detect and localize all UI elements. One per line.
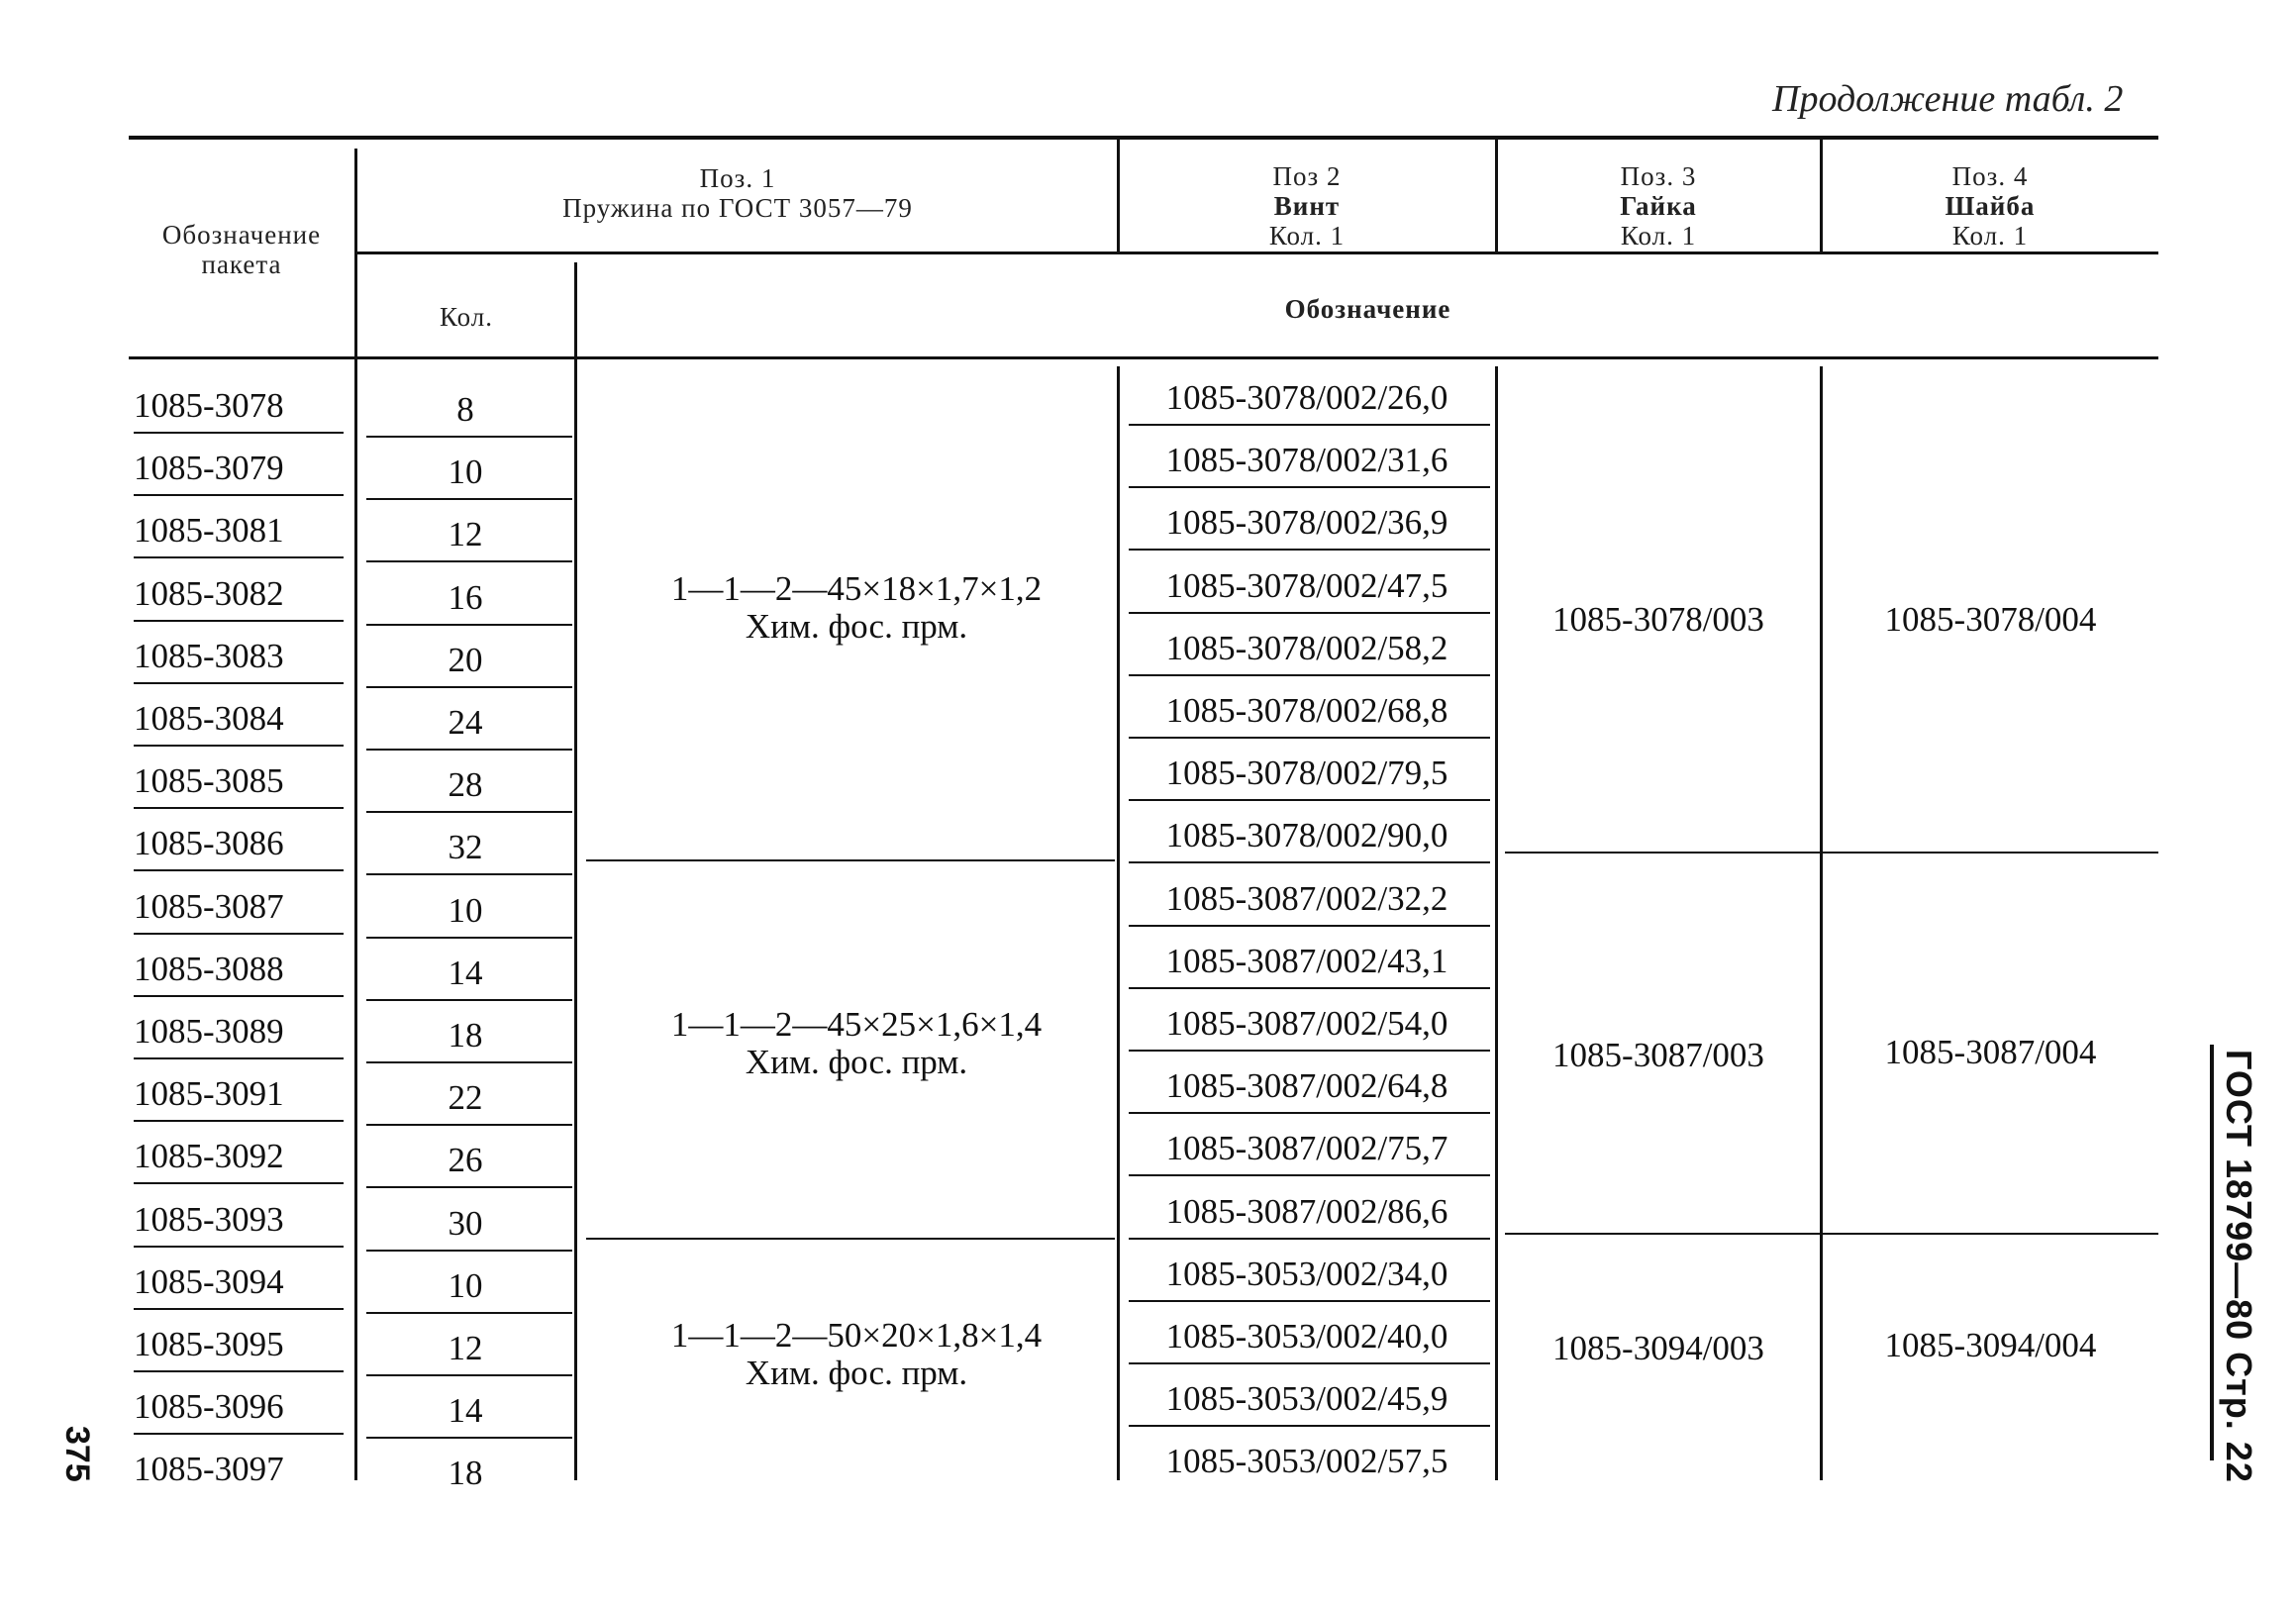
row-rule-qty [366, 686, 572, 688]
header-pos2-line2: Винт [1273, 191, 1341, 221]
bolt-designation-cell: 1085-3078/002/90,0 [1165, 816, 1448, 855]
row-rule-qty [366, 1061, 572, 1063]
page-number: 375 [58, 1426, 96, 1482]
package-code-cell: 1085-3093 [134, 1199, 284, 1239]
header-pos2 [1119, 161, 1495, 251]
row-rule-bolt [1129, 1174, 1490, 1176]
bolt-designation-cell: 1085-3087/002/43,1 [1165, 941, 1448, 980]
bolt-designation-cell: 1085-3087/002/32,2 [1165, 878, 1448, 918]
col-divider-2 [574, 262, 577, 1480]
bolt-designation-cell: 1085-3053/002/57,5 [1165, 1442, 1448, 1481]
row-rule-code [134, 995, 344, 997]
package-code-cell: 1085-3087 [134, 886, 284, 926]
row-rule-code [134, 620, 344, 622]
header-pos3-line1: Поз. 3 [1620, 161, 1697, 191]
header-pos3-line2: Гайка [1620, 191, 1697, 221]
spring-spec: 1—1—2—50×20×1,8×1,4 [670, 1316, 1043, 1355]
quantity-cell: 16 [448, 577, 483, 617]
quantity-cell: 32 [448, 828, 483, 867]
quantity-cell: 30 [448, 1203, 483, 1243]
package-code-cell: 1085-3092 [134, 1137, 284, 1176]
row-rule-bolt [1129, 1238, 1490, 1240]
row-rule-bolt [1129, 925, 1490, 927]
header-qty: Кол. [439, 302, 494, 332]
header-pos1-line2: Пружина по ГОСТ 3057—79 [562, 193, 913, 223]
row-rule-code [134, 494, 344, 496]
spring-coating: Хим. фос. прм. [745, 607, 968, 646]
row-rule-code [134, 807, 344, 809]
package-code-cell: 1085-3084 [134, 699, 284, 738]
spring-spec: 1—1—2—45×25×1,6×1,4 [670, 1005, 1043, 1044]
header-package-designation [129, 220, 354, 279]
package-code-cell: 1085-3082 [134, 573, 284, 613]
header-pos2-line3: Кол. 1 [1268, 221, 1346, 251]
row-rule-qty [366, 1437, 572, 1439]
row-rule-code [134, 432, 344, 434]
quantity-cell: 18 [448, 1016, 483, 1055]
row-rule-qty [366, 999, 572, 1001]
quantity-cell: 22 [448, 1078, 483, 1118]
package-code-cell: 1085-3095 [134, 1325, 284, 1363]
row-rule-code [134, 933, 344, 935]
row-rule-qty [366, 937, 572, 939]
bolt-designation-cell: 1085-3087/002/75,7 [1165, 1129, 1448, 1168]
header-pos4-line3: Кол. 1 [1951, 221, 2029, 251]
row-rule-code [134, 745, 344, 747]
header-pos1-line1: Поз. 1 [699, 163, 776, 193]
washer-group-1: 1085-3078/004 [1884, 600, 2097, 639]
row-rule-qty [366, 436, 572, 438]
table-caption: Продолжение табл. 2 [1772, 78, 2124, 120]
bolt-designation-cell: 1085-3078/002/79,5 [1165, 754, 1448, 793]
row-rule-bolt [1129, 737, 1490, 739]
bolt-designation-cell: 1085-3078/002/47,5 [1165, 565, 1448, 605]
quantity-cell: 18 [448, 1454, 483, 1493]
package-code-cell: 1085-3097 [134, 1450, 284, 1489]
quantity-cell: 24 [448, 703, 483, 742]
header-pos4-line1: Поз. 4 [1951, 161, 2029, 191]
row-rule-bolt [1129, 486, 1490, 488]
row-rule-qty [366, 1250, 572, 1252]
package-code-cell: 1085-3083 [134, 636, 284, 675]
row-rule-qty [366, 1186, 572, 1188]
bolt-designation-cell: 1085-3078/002/31,6 [1165, 441, 1448, 480]
header-designation: Обозначение [1284, 294, 1451, 324]
quantity-cell: 26 [448, 1141, 483, 1180]
package-code-cell: 1085-3094 [134, 1261, 284, 1301]
col-divider-4b [1495, 366, 1498, 1480]
group-separator-2-spring [586, 1238, 1115, 1240]
col-divider-1 [354, 149, 357, 1480]
row-rule-code [134, 869, 344, 871]
row-rule-bolt [1129, 424, 1490, 426]
bolt-designation-cell: 1085-3087/002/86,6 [1165, 1191, 1448, 1231]
header-pos3-line3: Кол. 1 [1620, 221, 1697, 251]
row-rule-code [134, 1120, 344, 1122]
package-code-cell: 1085-3085 [134, 761, 284, 801]
quantity-cell: 20 [448, 640, 483, 679]
bolt-designation-cell: 1085-3053/002/45,9 [1165, 1379, 1448, 1419]
nut-group-2: 1085-3087/003 [1552, 1036, 1764, 1074]
row-rule-bolt [1129, 1112, 1490, 1114]
group-separator-1-spring [586, 859, 1115, 861]
header-pos-rule [356, 251, 2158, 254]
bolt-designation-cell: 1085-3078/002/26,0 [1165, 378, 1448, 417]
washer-group-2: 1085-3087/004 [1884, 1033, 2097, 1071]
package-code-cell: 1085-3088 [134, 949, 284, 988]
spring-coating: Хим. фос. прм. [745, 1354, 968, 1392]
bolt-designation-cell: 1085-3053/002/40,0 [1165, 1317, 1448, 1356]
row-rule-qty [366, 1124, 572, 1126]
spring-coating: Хим. фос. прм. [745, 1043, 968, 1081]
row-rule-qty [366, 1312, 572, 1314]
side-title: ГОСТ 18799—80 Стр. 22 [2219, 1050, 2259, 1483]
row-rule-code [134, 1308, 344, 1310]
quantity-cell: 10 [448, 1265, 483, 1305]
row-rule-qty [366, 749, 572, 751]
row-rule-code [134, 1182, 344, 1184]
row-rule-code [134, 682, 344, 684]
row-rule-bolt [1129, 674, 1490, 676]
col-divider-5b [1820, 366, 1823, 1480]
bolt-designation-cell: 1085-3078/002/58,2 [1165, 628, 1448, 667]
row-rule-code [134, 1370, 344, 1372]
row-rule-bolt [1129, 1362, 1490, 1364]
package-code-cell: 1085-3079 [134, 449, 284, 488]
group-separator-2-right [1505, 1233, 2158, 1235]
group-separator-1-right [1505, 852, 2158, 854]
bolt-designation-cell: 1085-3087/002/64,8 [1165, 1066, 1448, 1106]
bolt-designation-cell: 1085-3078/002/36,9 [1165, 503, 1448, 543]
side-title-rule [2210, 1045, 2214, 1460]
bolt-designation-cell: 1085-3078/002/68,8 [1165, 691, 1448, 730]
package-code-cell: 1085-3078 [134, 386, 284, 425]
row-rule-code [134, 556, 344, 558]
row-rule-bolt [1129, 799, 1490, 801]
quantity-cell: 14 [448, 1391, 483, 1431]
quantity-cell: 28 [448, 765, 483, 805]
row-rule-qty [366, 811, 572, 813]
row-rule-qty [366, 560, 572, 562]
package-code-cell: 1085-3089 [134, 1012, 284, 1051]
quantity-cell: 8 [456, 390, 474, 429]
quantity-cell: 12 [448, 515, 483, 554]
row-rule-code [134, 1246, 344, 1248]
row-rule-bolt [1129, 1050, 1490, 1052]
package-code-cell: 1085-3091 [134, 1074, 284, 1114]
spring-spec: 1—1—2—45×18×1,7×1,2 [670, 569, 1043, 608]
row-rule-bolt [1129, 1425, 1490, 1427]
row-rule-qty [366, 1374, 572, 1376]
row-rule-bolt [1129, 1300, 1490, 1302]
row-rule-qty [366, 498, 572, 500]
package-code-cell: 1085-3096 [134, 1387, 284, 1427]
bolt-designation-cell: 1085-3053/002/34,0 [1165, 1254, 1448, 1293]
row-rule-bolt [1129, 861, 1490, 863]
washer-group-3: 1085-3094/004 [1884, 1326, 2097, 1364]
header-pos2-line1: Поз 2 [1272, 161, 1342, 191]
row-rule-code [134, 1433, 344, 1435]
nut-group-1: 1085-3078/003 [1552, 600, 1764, 639]
header-pos1 [358, 163, 1117, 223]
package-code-cell: 1085-3086 [134, 824, 284, 863]
header-package-line2: пакета [201, 250, 282, 279]
row-rule-qty [366, 624, 572, 626]
row-rule-bolt [1129, 612, 1490, 614]
quantity-cell: 14 [448, 953, 483, 992]
header-pos4 [1822, 161, 2158, 251]
quantity-cell: 10 [448, 890, 483, 930]
table-top-rule [129, 136, 2158, 140]
nut-group-3: 1085-3094/003 [1552, 1329, 1764, 1367]
spring-group-2 [594, 1006, 1119, 1081]
quantity-cell: 10 [448, 452, 483, 492]
row-rule-bolt [1129, 987, 1490, 989]
spring-group-3 [594, 1317, 1119, 1392]
spring-group-1 [594, 570, 1119, 646]
row-rule-code [134, 1057, 344, 1059]
col-divider-3b [1117, 366, 1120, 1480]
row-rule-qty [366, 873, 572, 875]
package-code-cell: 1085-3081 [134, 511, 284, 551]
bolt-designation-cell: 1085-3087/002/54,0 [1165, 1004, 1448, 1043]
quantity-cell: 12 [448, 1329, 483, 1367]
header-bottom-rule [129, 356, 2158, 359]
header-pos3 [1497, 161, 1820, 251]
header-package-line1: Обозначение [161, 220, 322, 250]
row-rule-bolt [1129, 549, 1490, 551]
header-pos4-line2: Шайба [1945, 191, 2036, 221]
